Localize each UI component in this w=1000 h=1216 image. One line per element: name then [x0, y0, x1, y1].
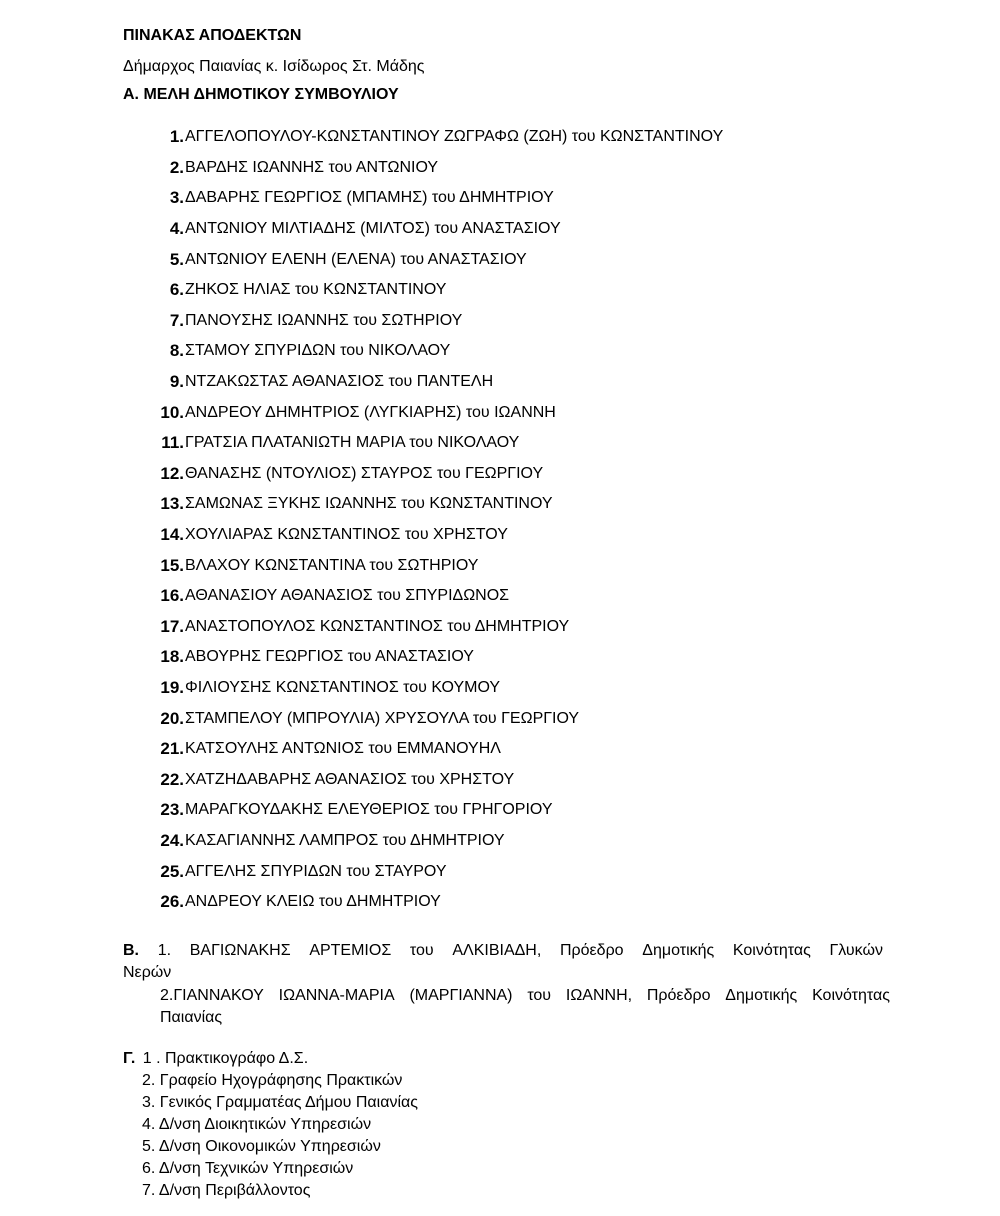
member-name: ΝΤΖΑΚΩΣΤΑΣ ΑΘΑΝΑΣΙΟΣ του ΠΑΝΤΕΛΗ	[185, 373, 494, 391]
section-b-item-2	[160, 985, 890, 1029]
section-g-item: 2. Γραφείο Ηχογράφησης Πρακτικών	[142, 1072, 403, 1089]
member-name: ΑΝΔΡΕΟΥ ΔΗΜΗΤΡΙΟΣ (ΛΥΓΚΙΑΡΗΣ) του ΙΩΑΝΝΗ	[185, 403, 556, 421]
council-member-item	[150, 795, 970, 826]
member-number: 15.	[160, 555, 184, 575]
member-name: ΑΘΑΝΑΣΙΟΥ ΑΘΑΝΑΣΙΟΣ του ΣΠΥΡΙΔΩΝΟΣ	[185, 587, 510, 605]
member-name: ΧΟΥΛΙΑΡΑΣ ΚΩΝΣΤΑΝΤΙΝΟΣ του ΧΡΗΣΤΟΥ	[185, 526, 508, 544]
member-number: 10.	[160, 402, 184, 422]
section-g-item: 4. Δ/νση Διοικητικών Υπηρεσιών	[142, 1116, 372, 1133]
section-a-heading: Α. ΜΕΛΗ ΔΗΜΟΤΙΚΟΥ ΣΥΜΒΟΥΛΙΟΥ	[123, 86, 399, 103]
justified-word: του	[527, 987, 552, 1004]
justified-word: Πρόεδρο	[559, 942, 624, 959]
member-number: 7.	[169, 310, 184, 330]
justified-word: (ΜΑΡΓΙΑΝΝΑ)	[409, 987, 513, 1004]
council-member-item	[150, 214, 970, 245]
section-b-item-1-line	[123, 940, 883, 962]
council-member-item	[150, 703, 970, 734]
council-member-item	[150, 887, 970, 918]
member-number: 3.	[169, 188, 184, 208]
member-name: ΦΙΛΙΟΥΣΗΣ ΚΩΝΣΤΑΝΤΙΝΟΣ του ΚΟΥΜΟΥ	[185, 678, 501, 696]
council-member-item	[150, 642, 970, 673]
member-number: 17.	[160, 616, 184, 636]
member-number: 19.	[160, 677, 184, 697]
section-g-item: 5. Δ/νση Οικονομικών Υπηρεσιών	[142, 1138, 381, 1155]
council-member-item	[150, 153, 970, 184]
council-member-item	[150, 673, 970, 704]
member-name: ΑΝΤΩΝΙΟΥ ΕΛΕΝΗ (ΕΛΕΝΑ) του ΑΝΑΣΤΑΣΙΟΥ	[185, 250, 527, 268]
member-name: ΔΑΒΑΡΗΣ ΓΕΩΡΓΙΟΣ (ΜΠΑΜΗΣ) του ΔΗΜΗΤΡΙΟΥ	[185, 189, 554, 207]
council-member-item	[150, 612, 970, 643]
justified-word: Κοινότητας	[812, 987, 890, 1004]
justified-word: Κοινότητας	[732, 942, 811, 959]
justified-word: Πρόεδρο	[646, 987, 711, 1004]
member-name: ΖΗΚΟΣ ΗΛΙΑΣ του ΚΩΝΣΤΑΝΤΙΝΟΥ	[185, 281, 447, 299]
justified-word: 1.	[157, 942, 172, 959]
member-name: ΣΑΜΩΝΑΣ ΞΥΚΗΣ ΙΩΑΝΝΗΣ του ΚΩΝΣΤΑΝΤΙΝΟΥ	[185, 495, 553, 513]
member-number: 22.	[160, 769, 184, 789]
council-member-item	[150, 244, 970, 275]
member-name: ΑΒΟΥΡΗΣ ΓΕΩΡΓΙΟΣ του ΑΝΑΣΤΑΣΙΟΥ	[185, 648, 474, 666]
council-member-item	[150, 428, 970, 459]
member-name: ΧΑΤΖΗΔΑΒΑΡΗΣ ΑΘΑΝΑΣΙΟΣ του ΧΡΗΣΤΟΥ	[185, 770, 515, 788]
council-member-item	[150, 397, 970, 428]
council-member-item	[150, 489, 970, 520]
council-member-item	[150, 856, 970, 887]
justified-word: ΑΡΤΕΜΙΟΣ	[309, 942, 392, 959]
member-number: 26.	[160, 892, 184, 912]
council-member-item	[150, 275, 970, 306]
council-member-item	[150, 826, 970, 857]
section-g-item: 3. Γενικός Γραμματέας Δήμου Παιανίας	[142, 1094, 418, 1111]
member-name: ΑΓΓΕΛΗΣ ΣΠΥΡΙΔΩΝ του ΣΤΑΥΡΟΥ	[185, 862, 447, 880]
member-number: 12.	[160, 463, 184, 483]
section-b-item-1-continuation: Νερών	[123, 964, 172, 981]
section-g-first-line	[123, 1048, 308, 1070]
council-member-item	[150, 581, 970, 612]
member-name: ΑΓΓΕΛΟΠΟΥΛΟΥ-ΚΩΝΣΤΑΝΤΙΝΟΥ ΖΩΓΡΑΦΩ (ΖΩΗ) του ΚΩΝΣΤΑΝΤΙΝΟΥ	[185, 128, 724, 146]
section-g-item-1: 1 . Πρακτικογράφο Δ.Σ.	[142, 1050, 309, 1067]
member-number: 16.	[160, 586, 184, 606]
member-number: 13.	[160, 494, 184, 514]
member-name: ΒΑΡΔΗΣ ΙΩΑΝΝΗΣ του ΑΝΤΩΝΙΟΥ	[185, 158, 439, 176]
council-member-item	[150, 183, 970, 214]
member-number: 8.	[169, 341, 184, 361]
council-member-item	[150, 336, 970, 367]
member-number: 24.	[160, 830, 184, 850]
document-title: ΠΙΝΑΚΑΣ ΑΠΟΔΕΚΤΩΝ	[123, 27, 302, 44]
member-number: 6.	[169, 280, 184, 300]
council-member-item	[150, 459, 970, 490]
member-name: ΑΝΑΣΤΟΠΟΥΛΟΣ ΚΩΝΣΤΑΝΤΙΝΟΣ του ΔΗΜΗΤΡΙΟΥ	[185, 617, 570, 635]
mayor-line: Δήμαρχος Παιανίας κ. Ισίδωρος Στ. Μάδης	[123, 58, 425, 75]
member-name: ΚΑΤΣΟΥΛΗΣ ΑΝΤΩΝΙΟΣ του ΕΜΜΑΝΟΥΗΛ	[185, 740, 501, 758]
section-g-item: 7. Δ/νση Περιβάλλοντος	[142, 1182, 311, 1199]
council-members-list	[150, 122, 970, 917]
council-member-item	[150, 520, 970, 551]
council-member-item	[150, 550, 970, 581]
justified-word: 2.ΓΙΑΝΝΑΚΟΥ	[160, 987, 264, 1004]
justified-word: Δημοτικής	[725, 987, 798, 1004]
member-number: 9.	[169, 372, 184, 392]
member-name: ΜΑΡΑΓΚΟΥΔΑΚΗΣ ΕΛΕΥΘΕΡΙΟΣ του ΓΡΗΓΟΡΙΟΥ	[185, 801, 553, 819]
section-g-list	[142, 1070, 418, 1202]
section-b-letter: Β.	[123, 942, 139, 959]
council-member-item	[150, 764, 970, 795]
member-name: ΘΑΝΑΣΗΣ (ΝΤΟΥΛΙΟΣ) ΣΤΑΥΡΟΣ του ΓΕΩΡΓΙΟΥ	[185, 464, 544, 482]
member-name: ΚΑΣΑΓΙΑΝΝΗΣ ΛΑΜΠΡΟΣ του ΔΗΜΗΤΡΙΟΥ	[185, 831, 505, 849]
council-member-item	[150, 367, 970, 398]
section-b-item-2-line	[160, 985, 890, 1007]
member-number: 1.	[169, 127, 184, 147]
member-number: 5.	[169, 249, 184, 269]
section-g-letter: Γ.	[123, 1050, 136, 1067]
section-g-item: 6. Δ/νση Τεχνικών Υπηρεσιών	[142, 1160, 354, 1177]
council-member-item	[150, 122, 970, 153]
member-number: 25.	[160, 861, 184, 881]
member-name: ΓΡΑΤΣΙΑ ΠΛΑΤΑΝΙΩΤΗ ΜΑΡΙΑ του ΝΙΚΟΛΑΟΥ	[185, 434, 520, 452]
justified-word: Γλυκών	[829, 942, 883, 959]
justified-word: ΙΩΑΝΝΗ,	[565, 987, 633, 1004]
justified-word: ΑΛΚΙΒΙΑΔΗ,	[452, 942, 542, 959]
member-name: ΠΑΝΟΥΣΗΣ ΙΩΑΝΝΗΣ του ΣΩΤΗΡΙΟΥ	[185, 311, 463, 329]
council-member-item	[150, 734, 970, 765]
member-number: 14.	[160, 525, 184, 545]
member-number: 20.	[160, 708, 184, 728]
member-number: 4.	[169, 219, 184, 239]
justified-word: ΙΩΑΝΝΑ-ΜΑΡΙΑ	[278, 987, 395, 1004]
member-name: ΣΤΑΜΟΥ ΣΠΥΡΙΔΩΝ του ΝΙΚΟΛΑΟΥ	[185, 342, 451, 360]
member-number: 11.	[161, 433, 184, 453]
section-b	[123, 940, 883, 984]
justified-word: ΒΑΓΙΩΝΑΚΗΣ	[189, 942, 291, 959]
member-name: ΑΝΤΩΝΙΟΥ ΜΙΛΤΙΑΔΗΣ (ΜΙΛΤΟΣ) του ΑΝΑΣΤΑΣΙΟΥ	[185, 220, 561, 238]
member-number: 2.	[169, 157, 184, 177]
justified-word: του	[409, 942, 434, 959]
council-member-item	[150, 306, 970, 337]
section-b-item-2-continuation: Παιανίας	[160, 1009, 223, 1026]
member-number: 21.	[160, 739, 184, 759]
member-name: ΑΝΔΡΕΟΥ ΚΛΕΙΩ του ΔΗΜΗΤΡΙΟΥ	[185, 893, 441, 911]
justified-word: Δημοτικής	[642, 942, 715, 959]
member-name: ΒΛΑΧΟΥ ΚΩΝΣΤΑΝΤΙΝΑ του ΣΩΤΗΡΙΟΥ	[185, 556, 479, 574]
member-name: ΣΤΑΜΠΕΛΟΥ (ΜΠΡΟΥΛΙΑ) ΧΡΥΣΟΥΛΑ του ΓΕΩΡΓΙΟΥ	[185, 709, 580, 727]
member-number: 23.	[160, 800, 184, 820]
member-number: 18.	[160, 647, 184, 667]
